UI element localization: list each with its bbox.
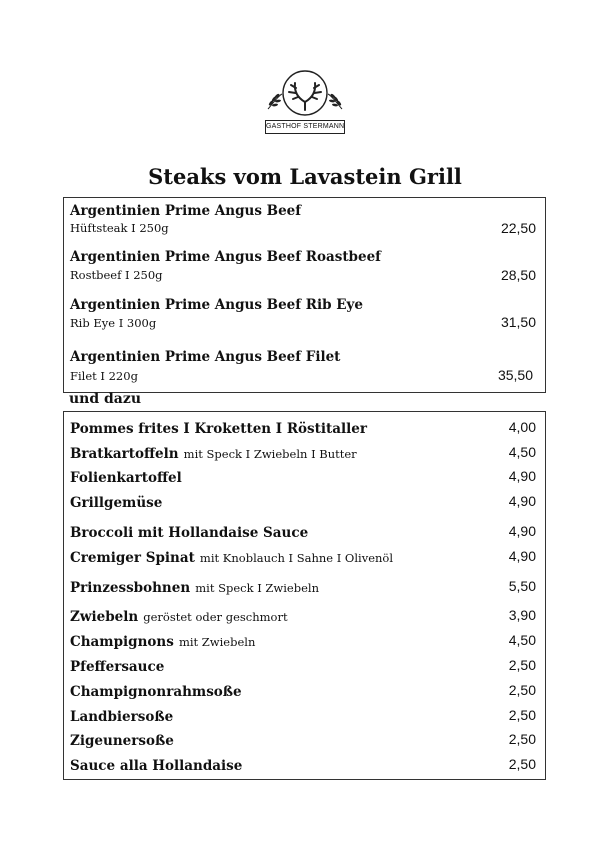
side-name: Folienkartoffel [70,470,182,486]
side-item [70,755,242,774]
steak-name: Argentinien Prime Angus Beef [70,203,302,219]
steak-price: 22,50 [500,220,536,236]
side-price: 2,50 [508,756,536,772]
side-price: 2,50 [508,707,536,723]
side-price: 4,00 [508,419,536,435]
side-price: 4,50 [508,632,536,648]
side-item [70,443,357,462]
side-detail: mit Speck I Zwiebeln I Butter [183,447,357,461]
side-name: Broccoli mit Hollandaise Sauce [70,525,309,541]
side-name: Sauce alla Hollandaise [70,758,243,774]
side-name: Champignonrahmsoße [70,684,242,700]
steak-portion: Filet I 220g [70,369,138,383]
sides-heading: und dazu [69,391,142,407]
side-item [70,547,393,566]
side-item [70,577,319,596]
side-item [70,522,308,541]
side-item [70,606,288,625]
side-price: 2,50 [508,657,536,673]
steak-name: Argentinien Prime Angus Beef Rib Eye [70,297,363,313]
side-name: Zwiebeln [70,609,139,625]
steak-price: 35,50 [497,367,533,383]
side-name: Champignons [70,634,174,650]
side-detail: mit Knoblauch I Sahne I Olivenöl [199,551,394,565]
steak-price: 28,50 [500,267,536,283]
side-detail: mit Zwiebeln [178,635,256,649]
side-detail: geröstet oder geschmort [143,610,288,624]
side-item [70,418,367,437]
side-name: Bratkartoffeln [70,446,179,462]
side-name: Zigeunersoße [70,733,174,749]
side-price: 2,50 [508,731,536,747]
side-price: 4,90 [508,548,536,564]
steak-price: 31,50 [500,314,536,330]
page-title: Steaks vom Lavastein Grill [148,164,462,189]
side-item [70,681,242,700]
steak-name: Argentinien Prime Angus Beef Roastbeef [70,249,381,265]
side-item [70,656,164,675]
side-item [70,467,182,486]
logo-text: GASTHOF STERMANN [265,120,345,134]
sides-section [63,411,546,780]
side-name: Landbiersoße [70,709,174,725]
steak-portion: Rib Eye I 300g [70,316,157,330]
side-name: Cremiger Spinat [70,550,195,566]
side-item [70,730,174,749]
side-name: Pommes frites I Kroketten I Röstitaller [70,421,367,437]
side-price: 4,90 [508,493,536,509]
side-item [70,706,173,725]
side-detail: mit Speck I Zwiebeln [195,581,319,595]
side-name: Grillgemüse [70,495,163,511]
side-item [70,631,255,650]
logo [262,66,348,140]
steak-portion: Hüftsteak I 250g [70,221,169,235]
side-price: 3,90 [508,607,536,623]
side-item [70,492,162,511]
side-price: 4,90 [508,468,536,484]
side-name: Prinzessbohnen [70,580,191,596]
steak-portion: Rostbeef I 250g [70,268,163,282]
side-price: 4,90 [508,523,536,539]
steaks-section [63,197,546,393]
steak-name: Argentinien Prime Angus Beef Filet [70,349,341,365]
side-price: 4,50 [508,444,536,460]
side-name: Pfeffersauce [70,659,165,675]
side-price: 2,50 [508,682,536,698]
side-price: 5,50 [508,578,536,594]
